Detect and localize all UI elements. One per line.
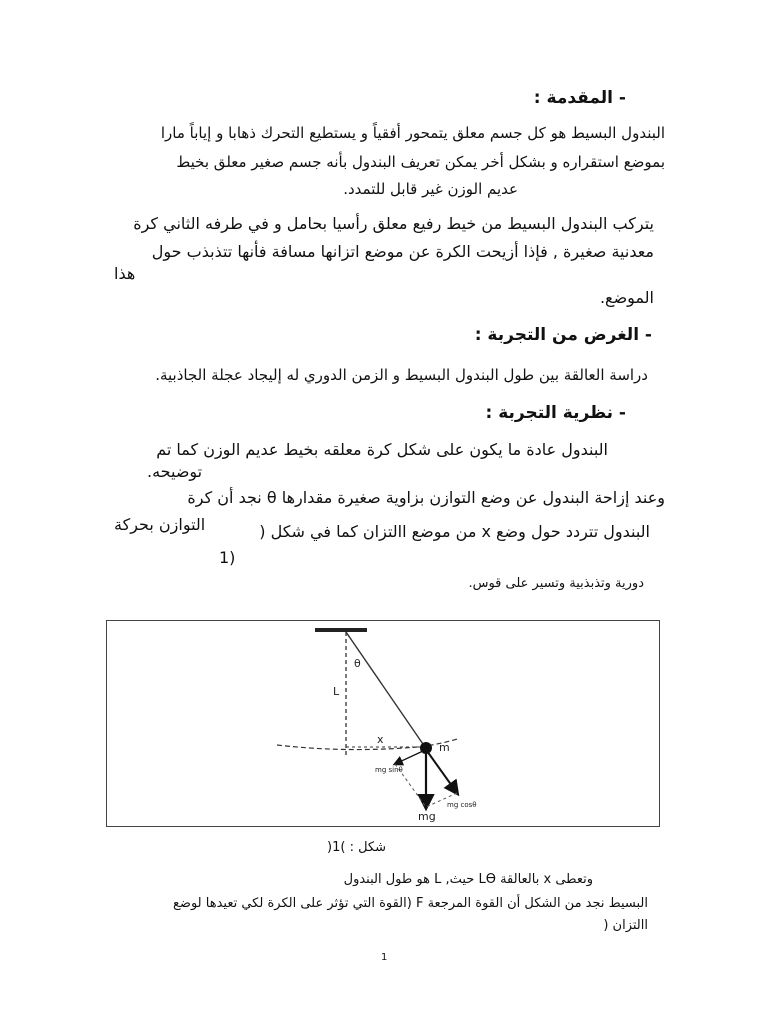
label-mg: mg	[418, 810, 436, 823]
purpose-text: دراسة العالقة بين طول البندول البسيط و الزمن الدوري له إليجاد عجلة الجاذبية.	[155, 366, 648, 384]
para2-line-2: معدنية صغيرة , فإذا أزيحت الكرة عن موضع اتزانها مسافة فأنها تتذبذب حول	[151, 242, 654, 261]
page-number: 1	[381, 952, 388, 963]
oscillation-line: البندول تتردد حول وضع x من موضع االتزان كما في شكل (	[259, 522, 650, 541]
para2-line-3: هذا	[114, 264, 136, 283]
heading-introduction: - المقدمة :	[533, 88, 626, 108]
heading-theory: - نظرية التجربة :	[485, 403, 626, 423]
theory-line-1: البندول عادة ما يكون على شكل كرة معلقه بخيط عديم الوزن كما تم	[156, 440, 608, 459]
pendulum-string	[346, 632, 425, 747]
pendulum-diagram	[107, 621, 661, 828]
intro-line-2: بموضع استقراره و بشكل أخر يمكن تعريف البندول بأنه جسم صغير معلق بخيط	[176, 153, 665, 171]
arc-line: دورية وتذبذبية وتسير على قوس.	[468, 576, 644, 591]
para2-line-4: الموضع.	[599, 288, 654, 307]
label-theta: θ	[354, 657, 361, 670]
figure-caption: شكل : )1(	[327, 840, 386, 855]
label-L: L	[333, 685, 340, 698]
figure-ref-number: 1)	[219, 548, 236, 567]
label-mg-sin: mg sinθ	[375, 766, 403, 774]
equilibrium-word: التوازن بحركة	[114, 515, 206, 534]
heading-purpose: - الغرض من التجربة :	[474, 325, 652, 345]
displacement-line: وعند إزاحة البندول عن وضع التوازن بزاوية صغيرة مقدارها θ نجد أن كرة	[187, 488, 665, 507]
restoring-end: االتزان (	[603, 918, 648, 933]
label-mg-cos: mg cosθ	[447, 801, 477, 809]
restoring-line: البسيط نجد من الشكل أن القوة المرجعة F (القوة التي تؤثر على الكرة لكي تعيدها لوضع	[173, 896, 648, 911]
ceiling-support	[315, 628, 367, 632]
intro-line-3: عديم الوزن غير قابل للتمدد.	[343, 180, 518, 198]
mg-sin-arrow	[395, 751, 423, 764]
intro-line-1: البندول البسيط هو كل جسم معلق يتمحور أفقياً و يستطيع التحرك ذهابا و إياباً مارا	[160, 124, 665, 142]
label-m: m	[439, 741, 450, 754]
label-x: x	[377, 733, 384, 746]
relation-line: وتعطى x بالعالقة Lϴ حيث, L هو طول البندول	[343, 872, 593, 887]
theory-line-2: توضيحه.	[147, 462, 203, 481]
mg-cos-arrow	[427, 751, 457, 793]
pendulum-figure	[106, 620, 660, 827]
para2-line-1: يتركب البندول البسيط من خيط رفيع معلق رأسيا بحامل و في طرفه الثاني كرة	[133, 214, 654, 233]
